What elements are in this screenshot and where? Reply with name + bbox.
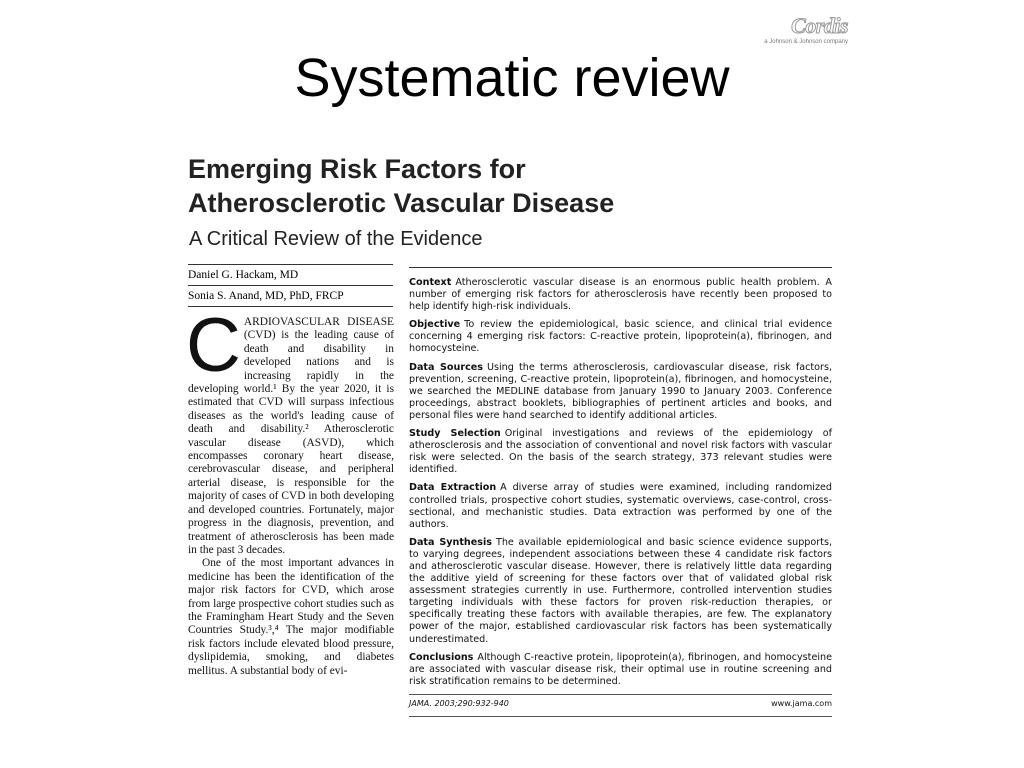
abstract-text: Atherosclerotic vascular disease is an enormous public health problem. A number of emerging risk factors for atherosclerosis have recently been proposed to help identify high-risk individuals. (409, 277, 832, 313)
abstract-section-study-selection (409, 428, 832, 476)
abstract-box (409, 267, 832, 710)
abstract-section-context (409, 277, 832, 313)
author-list (188, 264, 393, 307)
abstract-section-data-synthesis (409, 537, 832, 646)
article-title-line2: Atherosclerotic Vascular Disease (188, 188, 615, 218)
abstract-text: Original investigations and reviews of the epidemiology of atherosclerosis and the association of conventional and novel risk factors with vascular risk were selected. On the basis of the search strategy, 373 relevant studies were identified. (409, 428, 832, 476)
abstract-section-objective (409, 319, 832, 355)
abstract-section-data-extraction (409, 482, 832, 530)
author-name: Sonia S. Anand, MD, PhD, FRCP (188, 285, 393, 307)
author-name: Daniel G. Hackam, MD (188, 264, 393, 285)
abstract-heading: Data Sources (409, 361, 483, 373)
abstract-text: To review the epidemiological, basic science, and clinical trial evidence concerning 4 emerging risk factors: C-reactive protein, lipoprotein(a), fibrinogen, and homocysteine. (409, 319, 832, 355)
body-paragraph: ARDIOVASCULAR DISEASE (CVD) is the leading cause of death and disability in developed nations and is increasing rapidly in the developing world.¹ By the year 2020, it is estimated that CVD will surpass infectious diseases as the world's leading cause of death and disability.² Atherosclerotic vascular disease (ASVD), which encompasses coronary heart disease, cerebrovascular disease, and peripheral arterial disease, is responsible for the majority of cases of CVD in both developing and developed countries. Fortunately, major progress in the diagnosis, prevention, and treatment of atherosclerosis has been made in the past 3 decades. (188, 316, 394, 556)
article-title (188, 152, 614, 220)
abstract-section-conclusions (409, 652, 832, 688)
abstract-heading: Data Extraction (409, 482, 497, 494)
abstract-heading: Objective (409, 319, 461, 331)
abstract-text: The available epidemiological and basic science evidence supports, to varying degrees, independent associations between these 4 candidate risk factors and atherosclerotic vascular disease. However, there is relatively little data regarding the additive yield of screening for these factors over that of validated global risk assessment strategies currently in use. Furthermore, controlled intervention studies targeting individuals with these factors for proven risk-reduction therapies, or specifically treating these factors with available therapies, are few. The explanatory power of the major, established cardiovascular risk factors has been systematically underestimated. (409, 536, 832, 645)
abstract-bottom-rule (409, 716, 832, 717)
company-logo (748, 14, 848, 46)
abstract-footer (409, 694, 832, 710)
body-paragraph: One of the most important advances in medicine has been the identification of the major risk factors for CVD, which arose from large prospective cohort studies such as the Framingham Heart Study and the Seven Countries Study.³,⁴ The major modifiable risk factors include elevated blood pressure, dyslipidemia, smoking, and diabetes mellitus. A substantial body of evi- (188, 557, 394, 677)
article-subtitle: A Critical Review of the Evidence (189, 228, 483, 250)
abstract-heading: Conclusions (409, 651, 474, 663)
abstract-heading: Data Synthesis (409, 536, 492, 548)
slide-title: Systematic review (294, 48, 730, 108)
article-body (186, 303, 394, 678)
abstract-heading: Study Selection (409, 428, 501, 440)
logo-subtitle: a Johnson & Johnson company (764, 39, 848, 45)
journal-url: www.jama.com (771, 698, 832, 708)
abstract-section-data-sources (409, 362, 832, 422)
abstract-heading: Context (409, 277, 452, 288)
abstract-text: A diverse array of studies were examined, including randomized controlled trials, prospective cohort studies, systematic overviews, case-control, cross-sectional, and mechanistic studies. Data extraction was performed by one of the authors. (409, 482, 832, 530)
abstract-text: Although C-reactive protein, lipoprotein(a), fibrinogen, and homocysteine are associated with vascular disease risk, their optimal use in routine screening and risk stratification remains to be determined. (409, 651, 832, 687)
logo-wordmark: Cordis (791, 13, 848, 38)
abstract-text: Using the terms atherosclerosis, cardiovascular disease, risk factors, prevention, screening, C-reactive protein, lipoprotein(a), fibrinogen, and homocysteine, we searched the MEDLINE database from January 1990 to January 2003. Conference proceedings, abstract booklets, bibliographies of pertinent articles and books, and personal files were hand searched to identify additional articles. (409, 361, 832, 421)
article-title-line1: Emerging Risk Factors for (188, 154, 526, 184)
journal-citation: JAMA. 2003;290:932-940 (409, 698, 509, 708)
drop-cap: C (186, 303, 241, 388)
